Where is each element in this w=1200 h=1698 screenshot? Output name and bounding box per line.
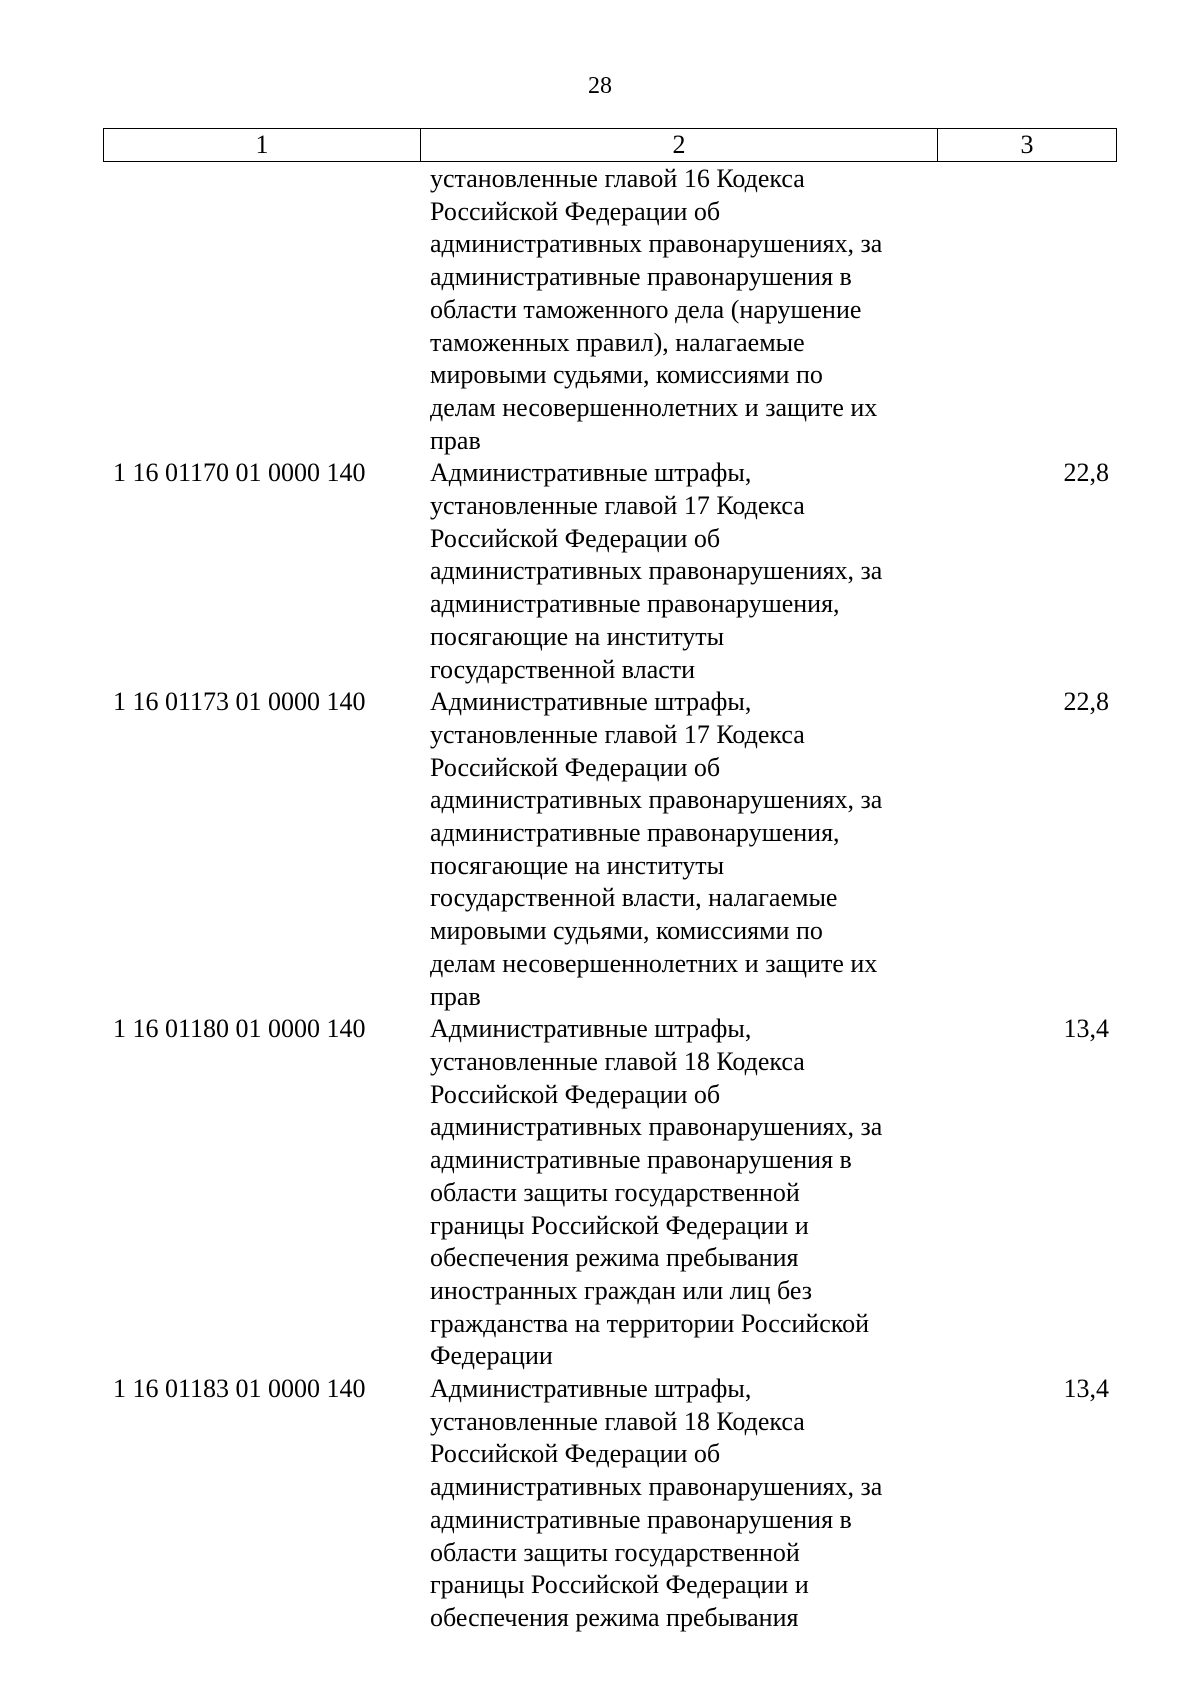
table-header: [103, 128, 1117, 162]
table-row: [103, 1373, 1117, 1635]
description-line: посягающие на институты: [430, 621, 725, 651]
description-line: мировыми судьями, комиссиями по: [430, 360, 823, 390]
description-line: области защиты государственной: [430, 1537, 800, 1567]
budget-code: 1 16 01180 01 0000 140: [113, 1014, 366, 1044]
description-line: Федерации: [430, 1341, 553, 1371]
description-line: административных правонарушениях, за: [430, 1112, 883, 1142]
description-line: обеспечения режима пребывания: [430, 1602, 799, 1632]
description-line: Российской Федерации об: [430, 1439, 721, 1469]
description-line: Российской Федерации об: [430, 523, 721, 553]
description-line: Российской Федерации об: [430, 1079, 721, 1109]
description-line: прав: [430, 981, 481, 1011]
description-line: области защиты государственной: [430, 1177, 800, 1207]
description-line: мировыми судьями, комиссиями по: [430, 916, 823, 946]
description-line: границы Российской Федерации и: [430, 1210, 809, 1240]
description-line: установленные главой 18 Кодекса: [430, 1406, 805, 1436]
description-line: посягающие на институты: [430, 850, 725, 880]
description-line: государственной власти: [430, 654, 696, 684]
description-line: административные правонарушения в: [430, 1145, 852, 1175]
column-header-3: 3: [1020, 130, 1034, 159]
description-line: Административные штрафы,: [430, 458, 752, 488]
description-line: установленные главой 16 Кодекса: [430, 164, 805, 193]
description-line: делам несовершеннолетних и защите их: [430, 392, 878, 422]
description-line: границы Российской Федерации и: [430, 1570, 809, 1600]
description-line: административные правонарушения в: [430, 1504, 852, 1534]
table-row: [103, 163, 1117, 457]
description-line: административные правонарушения,: [430, 818, 840, 848]
description-line: обеспечения режима пребывания: [430, 1243, 799, 1273]
description-line: административные правонарушения в: [430, 262, 852, 292]
description-line: государственной власти, налагаемые: [430, 883, 838, 913]
description-line: установленные главой 17 Кодекса: [430, 719, 805, 749]
amount-value: 22,8: [1063, 687, 1109, 717]
income-description: [420, 1013, 937, 1373]
amount-value: 13,4: [1063, 1014, 1109, 1044]
description-line: гражданства на территории Российской: [430, 1308, 869, 1338]
description-line: Административные штрафы,: [430, 687, 752, 717]
table-row: [103, 457, 1117, 686]
description-line: административных правонарушениях, за: [430, 229, 883, 259]
description-line: Российской Федерации об: [430, 196, 721, 226]
income-description: [420, 457, 937, 686]
table-body: [103, 163, 1117, 1635]
amount-value: 22,8: [1063, 458, 1109, 488]
description-line: установленные главой 18 Кодекса: [430, 1046, 805, 1076]
income-description: [420, 1373, 937, 1635]
description-line: Административные штрафы,: [430, 1374, 752, 1404]
budget-code: 1 16 01183 01 0000 140: [113, 1374, 366, 1404]
description-line: прав: [430, 425, 481, 455]
description-line: административных правонарушениях, за: [430, 1472, 883, 1502]
column-header-2: 2: [421, 129, 938, 161]
table-row: [103, 1013, 1117, 1373]
income-description: [420, 163, 937, 457]
description-line: области таможенного дела (нарушение: [430, 294, 862, 324]
description-line: административных правонарушениях, за: [430, 556, 883, 586]
table-row: [103, 686, 1117, 1013]
description-line: делам несовершеннолетних и защите их: [430, 948, 878, 978]
description-line: Российской Федерации об: [430, 752, 721, 782]
description-line: Административные штрафы,: [430, 1014, 752, 1044]
description-line: административных правонарушениях, за: [430, 785, 883, 815]
income-description: [420, 686, 937, 1013]
column-header-1: 1: [104, 129, 421, 161]
description-line: иностранных граждан или лиц без: [430, 1275, 813, 1305]
description-line: административные правонарушения,: [430, 589, 840, 619]
page-number: 28: [588, 73, 612, 99]
budget-code: 1 16 01173 01 0000 140: [113, 687, 366, 717]
description-line: таможенных правил), налагаемые: [430, 327, 805, 357]
amount-value: 13,4: [1063, 1374, 1109, 1404]
description-line: установленные главой 17 Кодекса: [430, 491, 805, 521]
budget-code: 1 16 01170 01 0000 140: [113, 458, 366, 488]
